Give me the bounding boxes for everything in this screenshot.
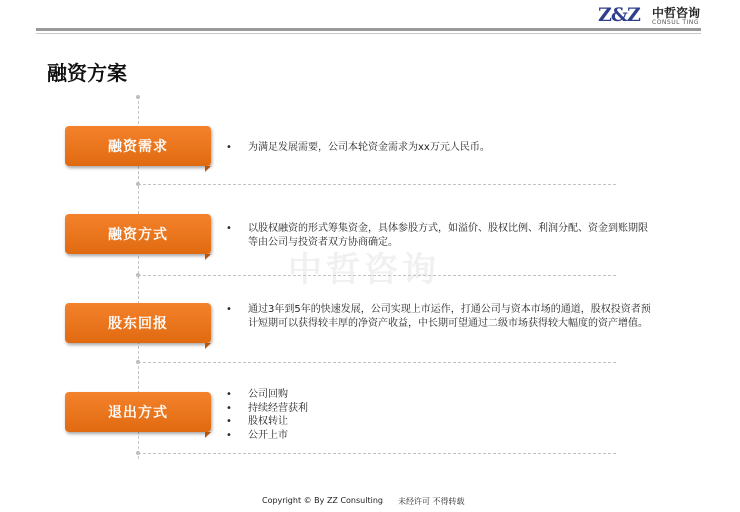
tag-fold (205, 166, 211, 172)
logo-mark: Z&Z (598, 4, 640, 26)
bullet-item: • 持续经营获利 (224, 402, 654, 416)
bullet-item: • 通过3年到5年的快速发展，公司实现上市运作，打通公司与资本市场的通道，股权投资者预计短期可以获得较丰厚的净资产收益，中长期可望通过二级市场获得较大幅度的资产增值。 (224, 303, 654, 330)
logo-english-name: CONSUL TING (652, 19, 699, 26)
bullet-item: • 以股权融资的形式筹集资金，具体参股方式，如溢价、股权比例、利润分配、资金到账期限等由公司与投资者双方协商确定。 (224, 222, 654, 249)
tag-fold (205, 343, 211, 349)
logo-chinese-name: 中哲咨询 (652, 6, 701, 20)
timeline-dot (136, 95, 140, 99)
section-tag-shareholder-return (65, 303, 211, 343)
bullet-item: • 为满足发展需要，公司本轮资金需求为xx万元人民币。 (224, 141, 654, 155)
section-tag-label: 股东回报 (108, 316, 168, 332)
section-bullets (224, 303, 654, 330)
bullet-item: • 公司回购 (224, 388, 654, 402)
page-title: 融资方案 (47, 61, 127, 85)
section-tag-label: 退出方式 (108, 405, 168, 421)
footer-copyright: Copyright © By ZZ Consulting (262, 496, 383, 505)
section-tag-exit-method (65, 392, 211, 432)
section-tag-financing-method (65, 214, 211, 254)
row-separator (138, 453, 616, 454)
watermark: 中哲咨询 (288, 250, 440, 290)
section-tag-label: 融资需求 (108, 139, 168, 155)
row-separator (138, 184, 616, 185)
bullet-item: • 公开上市 (224, 429, 654, 443)
section-bullets (224, 388, 654, 442)
tag-fold (205, 254, 211, 260)
section-tag-financing-needs (65, 126, 211, 166)
row-separator (138, 362, 616, 363)
section-tag-label: 融资方式 (108, 227, 168, 243)
header-divider (36, 28, 701, 31)
bullet-item: • 股权转让 (224, 415, 654, 429)
tag-fold (205, 432, 211, 438)
header-divider-thin (36, 33, 701, 34)
footer-note: 未经许可 不得转载 (398, 497, 465, 506)
section-bullets (224, 141, 654, 155)
